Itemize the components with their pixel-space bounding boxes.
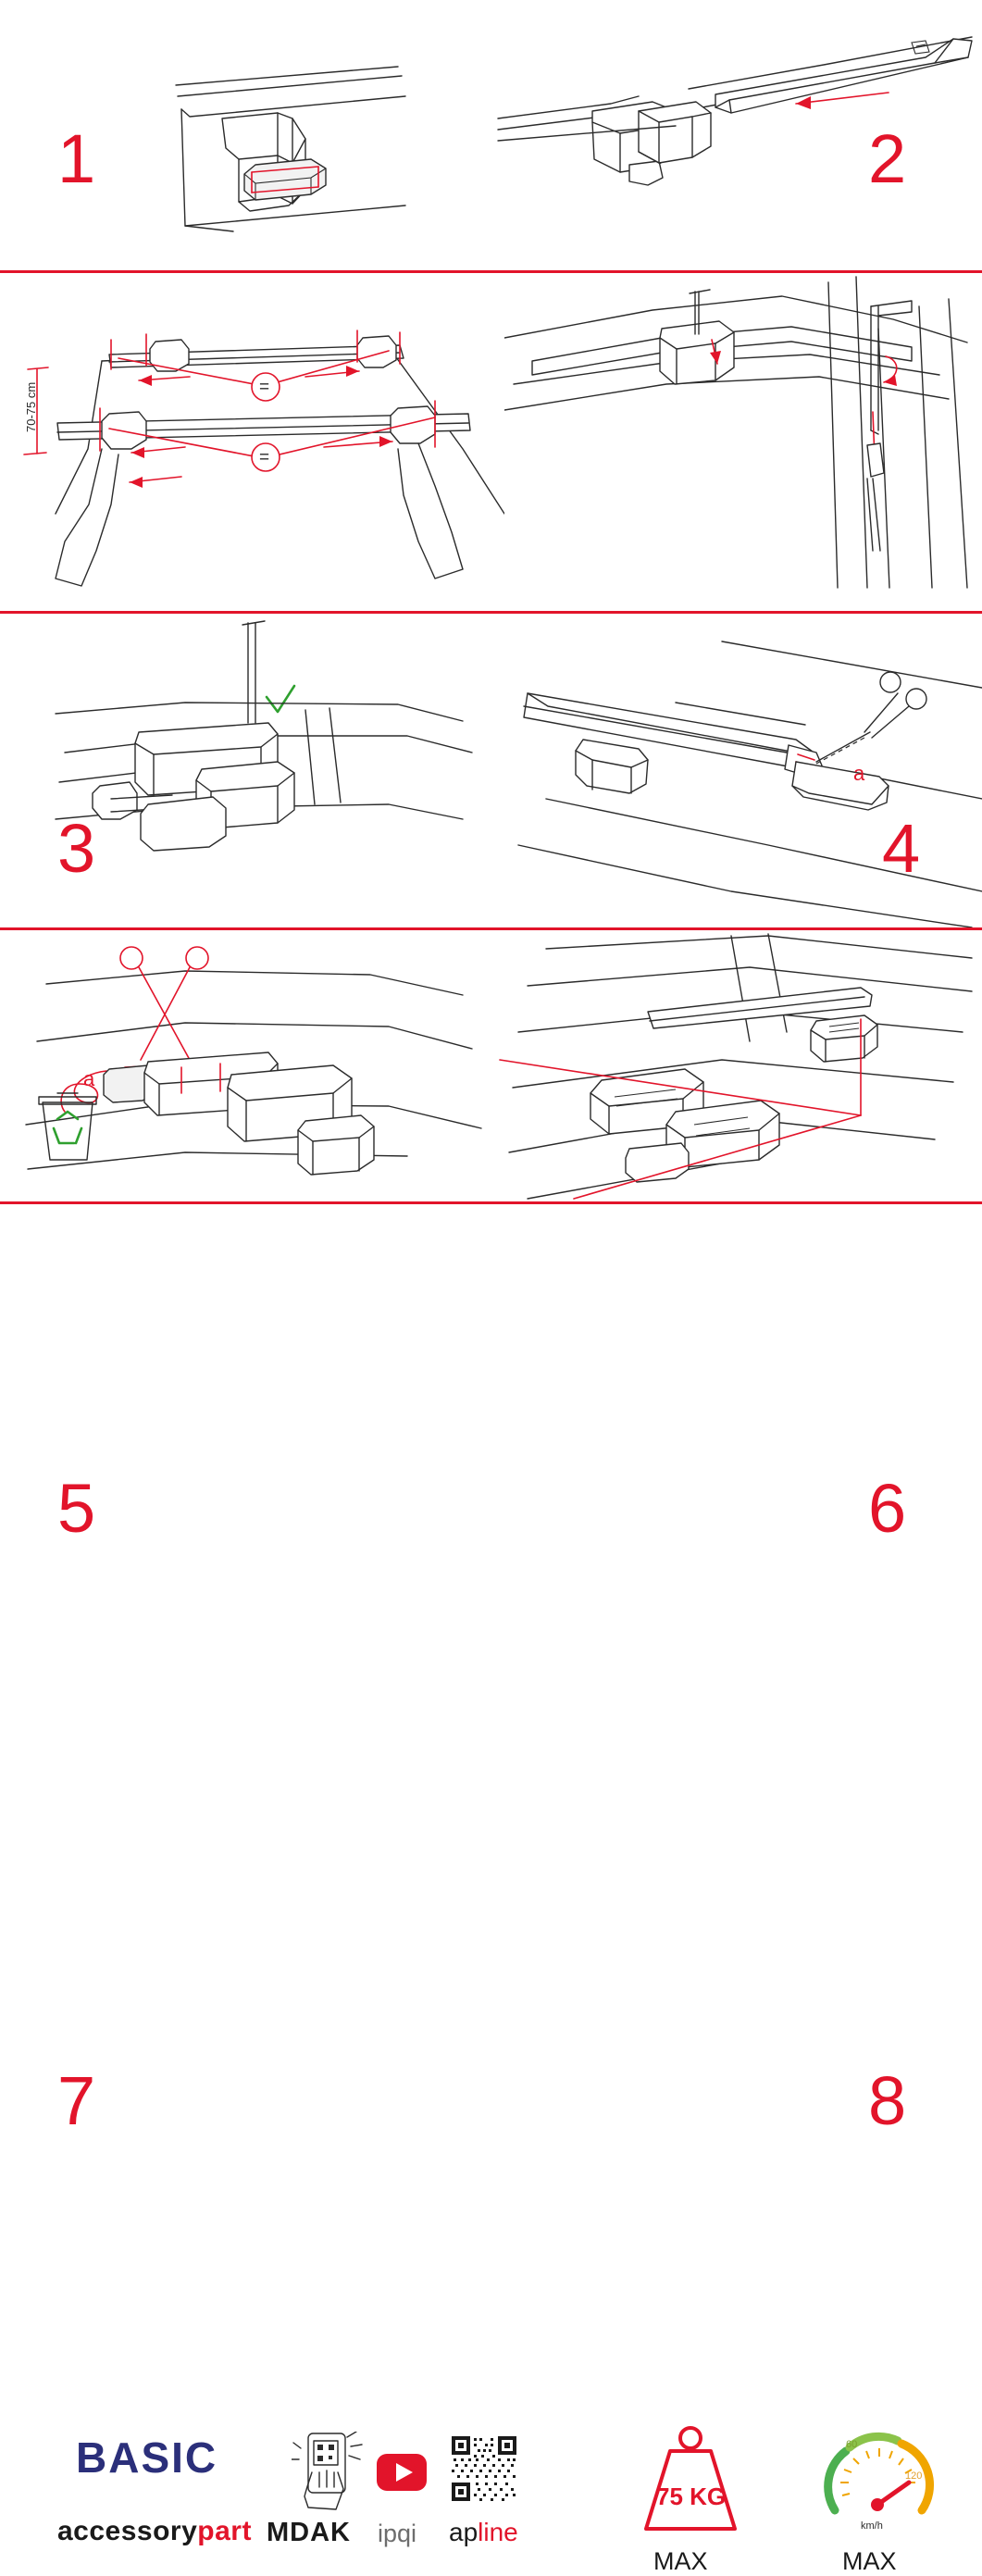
step-3-number: 3 — [57, 810, 96, 887]
check-mark — [267, 686, 294, 712]
qr-code-icon — [450, 2434, 518, 2503]
svg-text:60: 60 — [846, 2439, 858, 2450]
svg-text:=: = — [259, 448, 270, 467]
step-4-panel — [504, 273, 982, 887]
label-a: a — [83, 1067, 95, 1090]
mdak-logo: MDAK — [267, 2518, 351, 2547]
step-8-number: 8 — [868, 2062, 907, 2139]
max-load-value: 75 KG — [656, 2483, 727, 2510]
speed-unit: km/h — [861, 2520, 883, 2532]
step-8-illustration — [491, 930, 982, 1201]
step-1-panel — [0, 0, 491, 270]
step-4-number: 4 — [882, 810, 921, 887]
step-1-number: 1 — [57, 120, 96, 197]
footer — [0, 1203, 982, 2575]
step-2-number: 2 — [868, 120, 907, 197]
max-load-caption: MAX — [653, 2547, 708, 2575]
max-load-icon — [635, 2423, 746, 2544]
svg-text:=: = — [259, 378, 270, 397]
step-7-panel — [0, 930, 491, 2139]
scissors-icon — [816, 672, 926, 764]
ipqi-logo: ipqi — [378, 2520, 417, 2547]
step-5-panel — [0, 614, 491, 1547]
step-5-number: 5 — [57, 1470, 96, 1547]
basic-logo: BASIC — [76, 2433, 218, 2482]
step-5-illustration — [0, 614, 491, 927]
step-8-panel — [491, 930, 982, 2139]
scissors-icon-red — [120, 947, 208, 1060]
step-4-illustration — [504, 273, 982, 611]
youtube-icon[interactable] — [376, 2453, 428, 2492]
distance-label: 70-75 cm — [24, 381, 38, 432]
step-3-panel — [0, 273, 504, 887]
step-6-panel — [491, 614, 982, 1547]
max-speed-caption: MAX — [842, 2547, 897, 2575]
step-7-illustration — [0, 930, 491, 1201]
qr-scan-phone-icon — [292, 2432, 366, 2511]
max-speed-icon — [820, 2421, 937, 2545]
step-2-panel — [491, 0, 982, 270]
label-a: a — [853, 762, 865, 785]
step-3-illustration — [0, 273, 504, 611]
svg-text:120: 120 — [905, 2470, 923, 2482]
accessorypart-logo: accessorypart — [57, 2516, 252, 2546]
step-6-number: 6 — [868, 1470, 907, 1547]
apline-logo: apline — [449, 2518, 518, 2546]
step-7-number: 7 — [57, 2062, 96, 2139]
step-2-illustration — [491, 0, 982, 270]
step-6-illustration — [491, 614, 982, 927]
